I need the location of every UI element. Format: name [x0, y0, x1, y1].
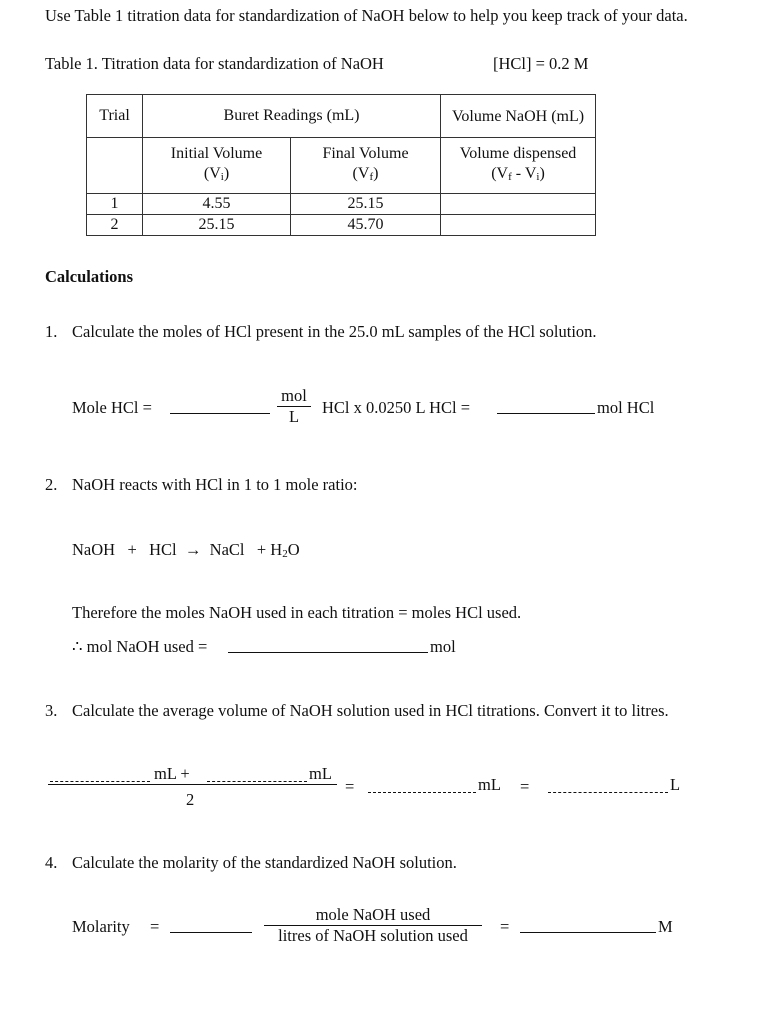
q3-ml-plus: mL + — [154, 764, 190, 783]
q2-mol-used: ∴ mol NaOH used = — [72, 637, 208, 656]
q4-frac-numerator: mole NaOH used — [315, 905, 431, 924]
q1-unit: mol HCl — [597, 398, 655, 417]
q3-denominator: 2 — [186, 790, 195, 809]
q1-answer-blank-2[interactable] — [497, 400, 595, 414]
q4-equals-1: = — [150, 917, 160, 936]
calculations-heading: Calculations — [45, 267, 134, 286]
header-volume-dispensed: Volume dispensed (Vf - Vi) — [441, 138, 596, 194]
final-volume-cell: 25.15 — [291, 194, 441, 215]
q4-blank-2[interactable] — [520, 919, 656, 933]
q1-lhs: Mole HCl = — [72, 398, 152, 417]
q1-fraction — [277, 386, 311, 427]
header-trial: Trial — [87, 95, 143, 138]
volume-dispensed-cell[interactable] — [441, 194, 596, 215]
q3-litre: L — [670, 775, 681, 794]
hcl-concentration: [HCl] = 0.2 M — [493, 54, 589, 73]
volume-dispensed-cell[interactable] — [441, 215, 596, 236]
table-row — [87, 194, 596, 215]
q1-middle: HCl x 0.0250 L HCl = — [322, 398, 471, 417]
table-caption: Table 1. Titration data for standardization of NaOH — [45, 54, 384, 73]
header-volume-naoh: Volume NaOH (mL) — [441, 95, 596, 138]
reaction-equation: NaOH + HCl → NaCl + H2O — [72, 540, 300, 560]
q4-unit: M — [658, 917, 673, 936]
q2-text: NaOH reacts with HCl in 1 to 1 mole ratio: — [72, 475, 358, 494]
titration-table — [86, 94, 596, 236]
q2-answer-blank[interactable] — [228, 639, 428, 653]
q4-molarity: Molarity — [72, 917, 130, 936]
q4-number: 4. — [45, 853, 58, 872]
initial-volume-cell: 25.15 — [143, 215, 291, 236]
q3-equals-1: = — [345, 777, 355, 796]
table-row — [87, 215, 596, 236]
q3-ml: mL — [309, 764, 332, 783]
q3-number: 3. — [45, 701, 58, 720]
q3-blank-2[interactable] — [207, 768, 307, 782]
header-initial-volume: Initial Volume (Vi) — [143, 138, 291, 194]
header-trial-empty — [87, 138, 143, 194]
final-volume-cell: 45.70 — [291, 215, 441, 236]
header-final-volume: Final Volume (Vf) — [291, 138, 441, 194]
header-buret-readings: Buret Readings (mL) — [143, 95, 441, 138]
q1-text: Calculate the moles of HCl present in the 25.0 mL samples of the HCl solution. — [72, 322, 597, 341]
q3-ml-2: mL — [478, 775, 501, 794]
q4-frac-denominator: litres of NaOH solution used — [278, 926, 468, 945]
q4-text: Calculate the molarity of the standardized NaOH solution. — [72, 853, 457, 872]
q4-fraction — [264, 905, 482, 946]
q2-therefore: Therefore the moles NaOH used in each titration = moles HCl used. — [72, 603, 522, 622]
q3-equals-2: = — [520, 777, 530, 796]
trial-cell: 2 — [87, 215, 143, 236]
q1-frac-numerator: mol — [281, 386, 307, 405]
q3-fraction-bar — [48, 784, 337, 785]
q2-number: 2. — [45, 475, 58, 494]
q1-answer-blank-1[interactable] — [170, 400, 270, 414]
q3-blank-3[interactable] — [368, 779, 476, 793]
q1-frac-denominator: L — [288, 407, 300, 426]
initial-volume-cell: 4.55 — [143, 194, 291, 215]
q3-blank-4[interactable] — [548, 779, 668, 793]
intro-text: Use Table 1 titration data for standardization of NaOH below to help you keep track of your data. — [45, 6, 688, 25]
q2-mol-unit: mol — [430, 637, 456, 656]
q4-equals-2: = — [500, 917, 510, 936]
q4-blank-1[interactable] — [170, 919, 252, 933]
q3-text: Calculate the average volume of NaOH solution used in HCl titrations. Convert it to litres. — [72, 701, 669, 720]
trial-cell: 1 — [87, 194, 143, 215]
q1-number: 1. — [45, 322, 58, 341]
q3-blank-1[interactable] — [50, 768, 150, 782]
